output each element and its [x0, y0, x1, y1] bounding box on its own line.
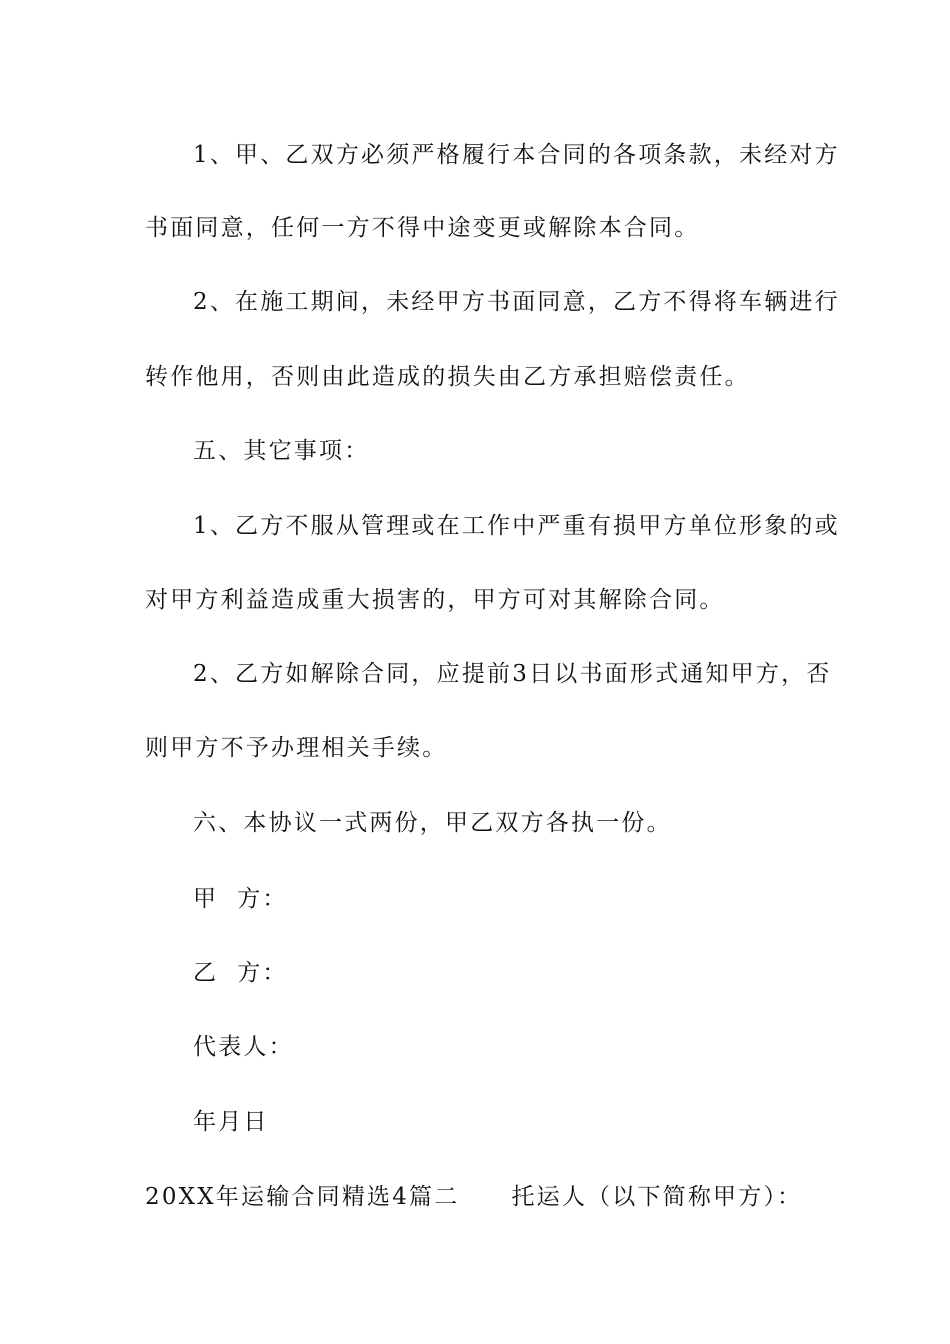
party-b-label: 乙 方： — [193, 960, 288, 986]
clause-5-1-line-2: 书面同意，任何一方不得中途变更或解除本合同。 — [145, 215, 700, 241]
representative-label: 代表人： — [193, 1034, 294, 1060]
clause-other-1-line-1: 1、乙方不服从管理或在工作中严重有损甲方单位形象的或 — [193, 513, 840, 539]
next-contract-header — [145, 1182, 805, 1212]
clause-5-2-line-1: 2、在施工期间，未经甲方书面同意，乙方不得将车辆进行 — [193, 289, 840, 315]
clause-other-1-line-2: 对甲方利益造成重大损害的，甲方可对其解除合同。 — [145, 587, 725, 613]
next-contract-title: 20XX年运输合同精选4篇二 — [145, 1184, 460, 1210]
party-a-label: 甲 方： — [193, 886, 288, 912]
clause-other-2-line-1: 2、乙方如解除合同，应提前3日以书面形式通知甲方，否 — [193, 661, 832, 687]
section-heading-other-matters: 五、其它事项： — [193, 438, 370, 464]
section-six-copies: 六、本协议一式两份，甲乙双方各执一份。 — [193, 810, 672, 836]
date-label: 年月日 — [193, 1109, 269, 1135]
shipper-label: 托运人（以下简称甲方）： — [511, 1184, 803, 1210]
clause-5-1-line-1: 1、甲、乙双方必须严格履行本合同的各项条款，未经对方 — [193, 142, 840, 168]
clause-other-2-line-2: 则甲方不予办理相关手续。 — [145, 735, 448, 761]
clause-5-2-line-2: 转作他用，否则由此造成的损失由乙方承担赔偿责任。 — [145, 364, 750, 390]
